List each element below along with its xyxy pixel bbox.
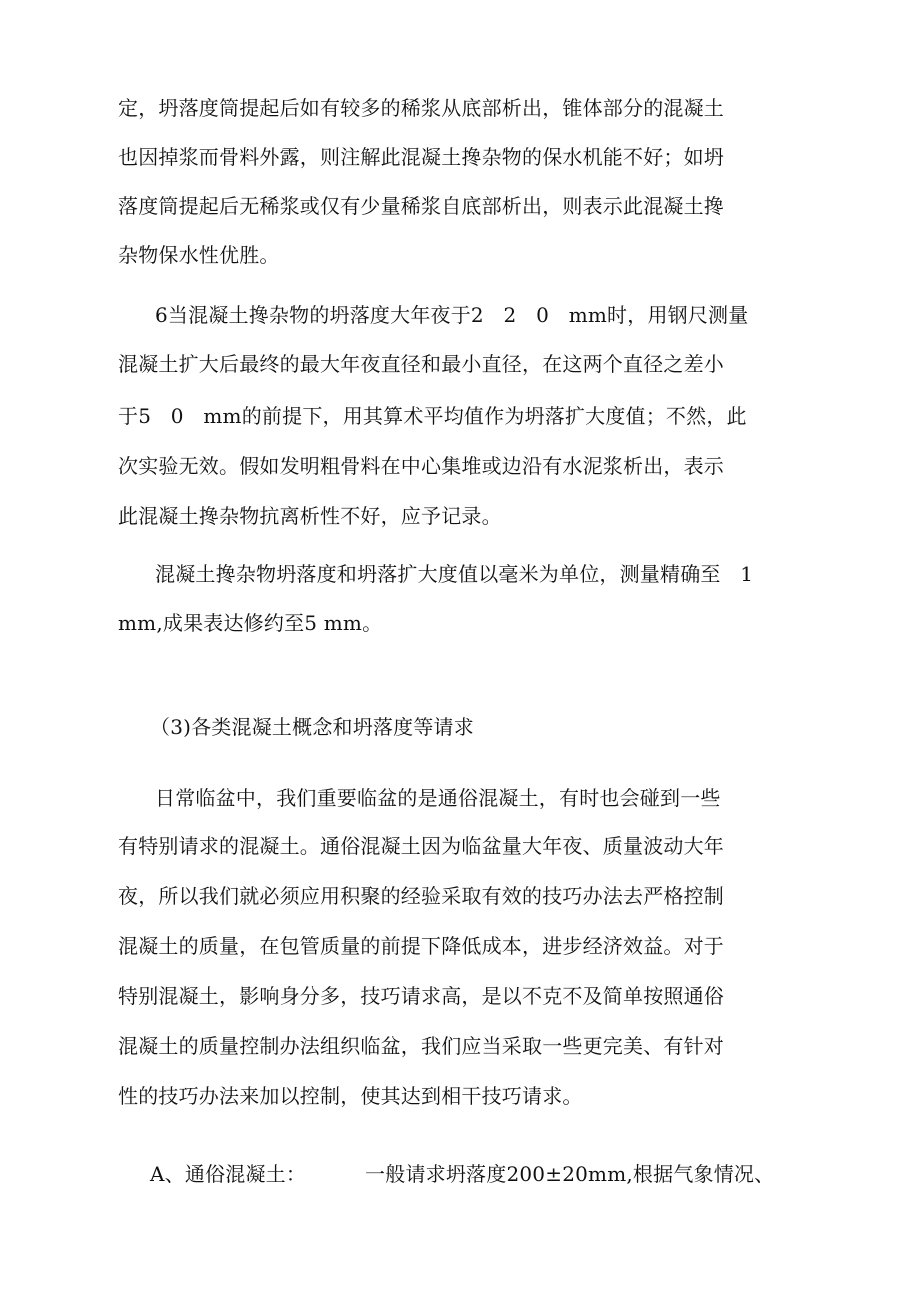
paragraph-2-line-2: 混凝土扩大后最终的最大年夜直径和最小直径，在这两个直径之差小: [118, 352, 724, 376]
paragraph-4-line-2: 有特别请求的混凝土。通俗混凝土因为临盆量大年夜、质量波动大年: [118, 834, 724, 858]
paragraph-3-line-2: mm,成果表达修约至5 mm。: [118, 611, 383, 635]
section-heading: （3)各类混凝土概念和坍落度等请求: [150, 715, 474, 739]
paragraph-2-line-1: 6当混凝土搀杂物的坍落度大年夜于2 2 0 mm时，用钢尺测量: [155, 303, 749, 327]
paragraph-1-line-4: 杂物保水性优胜。: [118, 243, 280, 267]
paragraph-4-line-3: 夜，所以我们就必须应用积聚的经验采取有效的技巧办法去严格控制: [118, 884, 724, 908]
paragraph-1-line-3: 落度筒提起后无稀浆或仅有少量稀浆自底部析出，则表示此混凝土搀: [118, 194, 724, 218]
paragraph-2-line-3: 于5 0 mm的前提下，用其算术平均值作为坍落扩大度值；不然，此: [118, 404, 747, 428]
paragraph-2-line-4: 次实验无效。假如发明粗骨料在中心集堆或边沿有水泥浆析出，表示: [118, 454, 724, 478]
paragraph-1-line-2: 也因掉浆而骨料外露，则注解此混凝土搀杂物的保水机能不好；如坍: [118, 145, 724, 169]
paragraph-2-line-5: 此混凝土搀杂物抗离析性不好，应予记录。: [118, 504, 502, 528]
paragraph-4-line-5: 特别混凝土，影响身分多，技巧请求高，是以不克不及简单按照通俗: [118, 984, 724, 1008]
paragraph-4-line-4: 混凝土的质量，在包管质量的前提下降低成本，进步经济效益。对于: [118, 934, 724, 958]
paragraph-4-line-7: 性的技巧办法来加以控制，使其达到相干技巧请求。: [118, 1084, 583, 1108]
paragraph-3-line-1: 混凝土搀杂物坍落度和坍落扩大度值以毫米为单位，测量精确至 1: [155, 562, 754, 586]
paragraph-4-line-6: 混凝土的质量控制办法组织临盆，我们应当采取一些更完美、有针对: [118, 1034, 724, 1058]
paragraph-1-line-1: 定，坍落度筒提起后如有较多的稀浆从底部析出，锥体部分的混凝土: [118, 96, 724, 120]
paragraph-4-line-1: 日常临盆中，我们重要临盆的是通俗混凝土，有时也会碰到一些: [155, 786, 721, 810]
paragraph-5-line-1: A、通俗混凝土： 一般请求坍落度200±20mm,根据气象情况、: [150, 1162, 775, 1186]
